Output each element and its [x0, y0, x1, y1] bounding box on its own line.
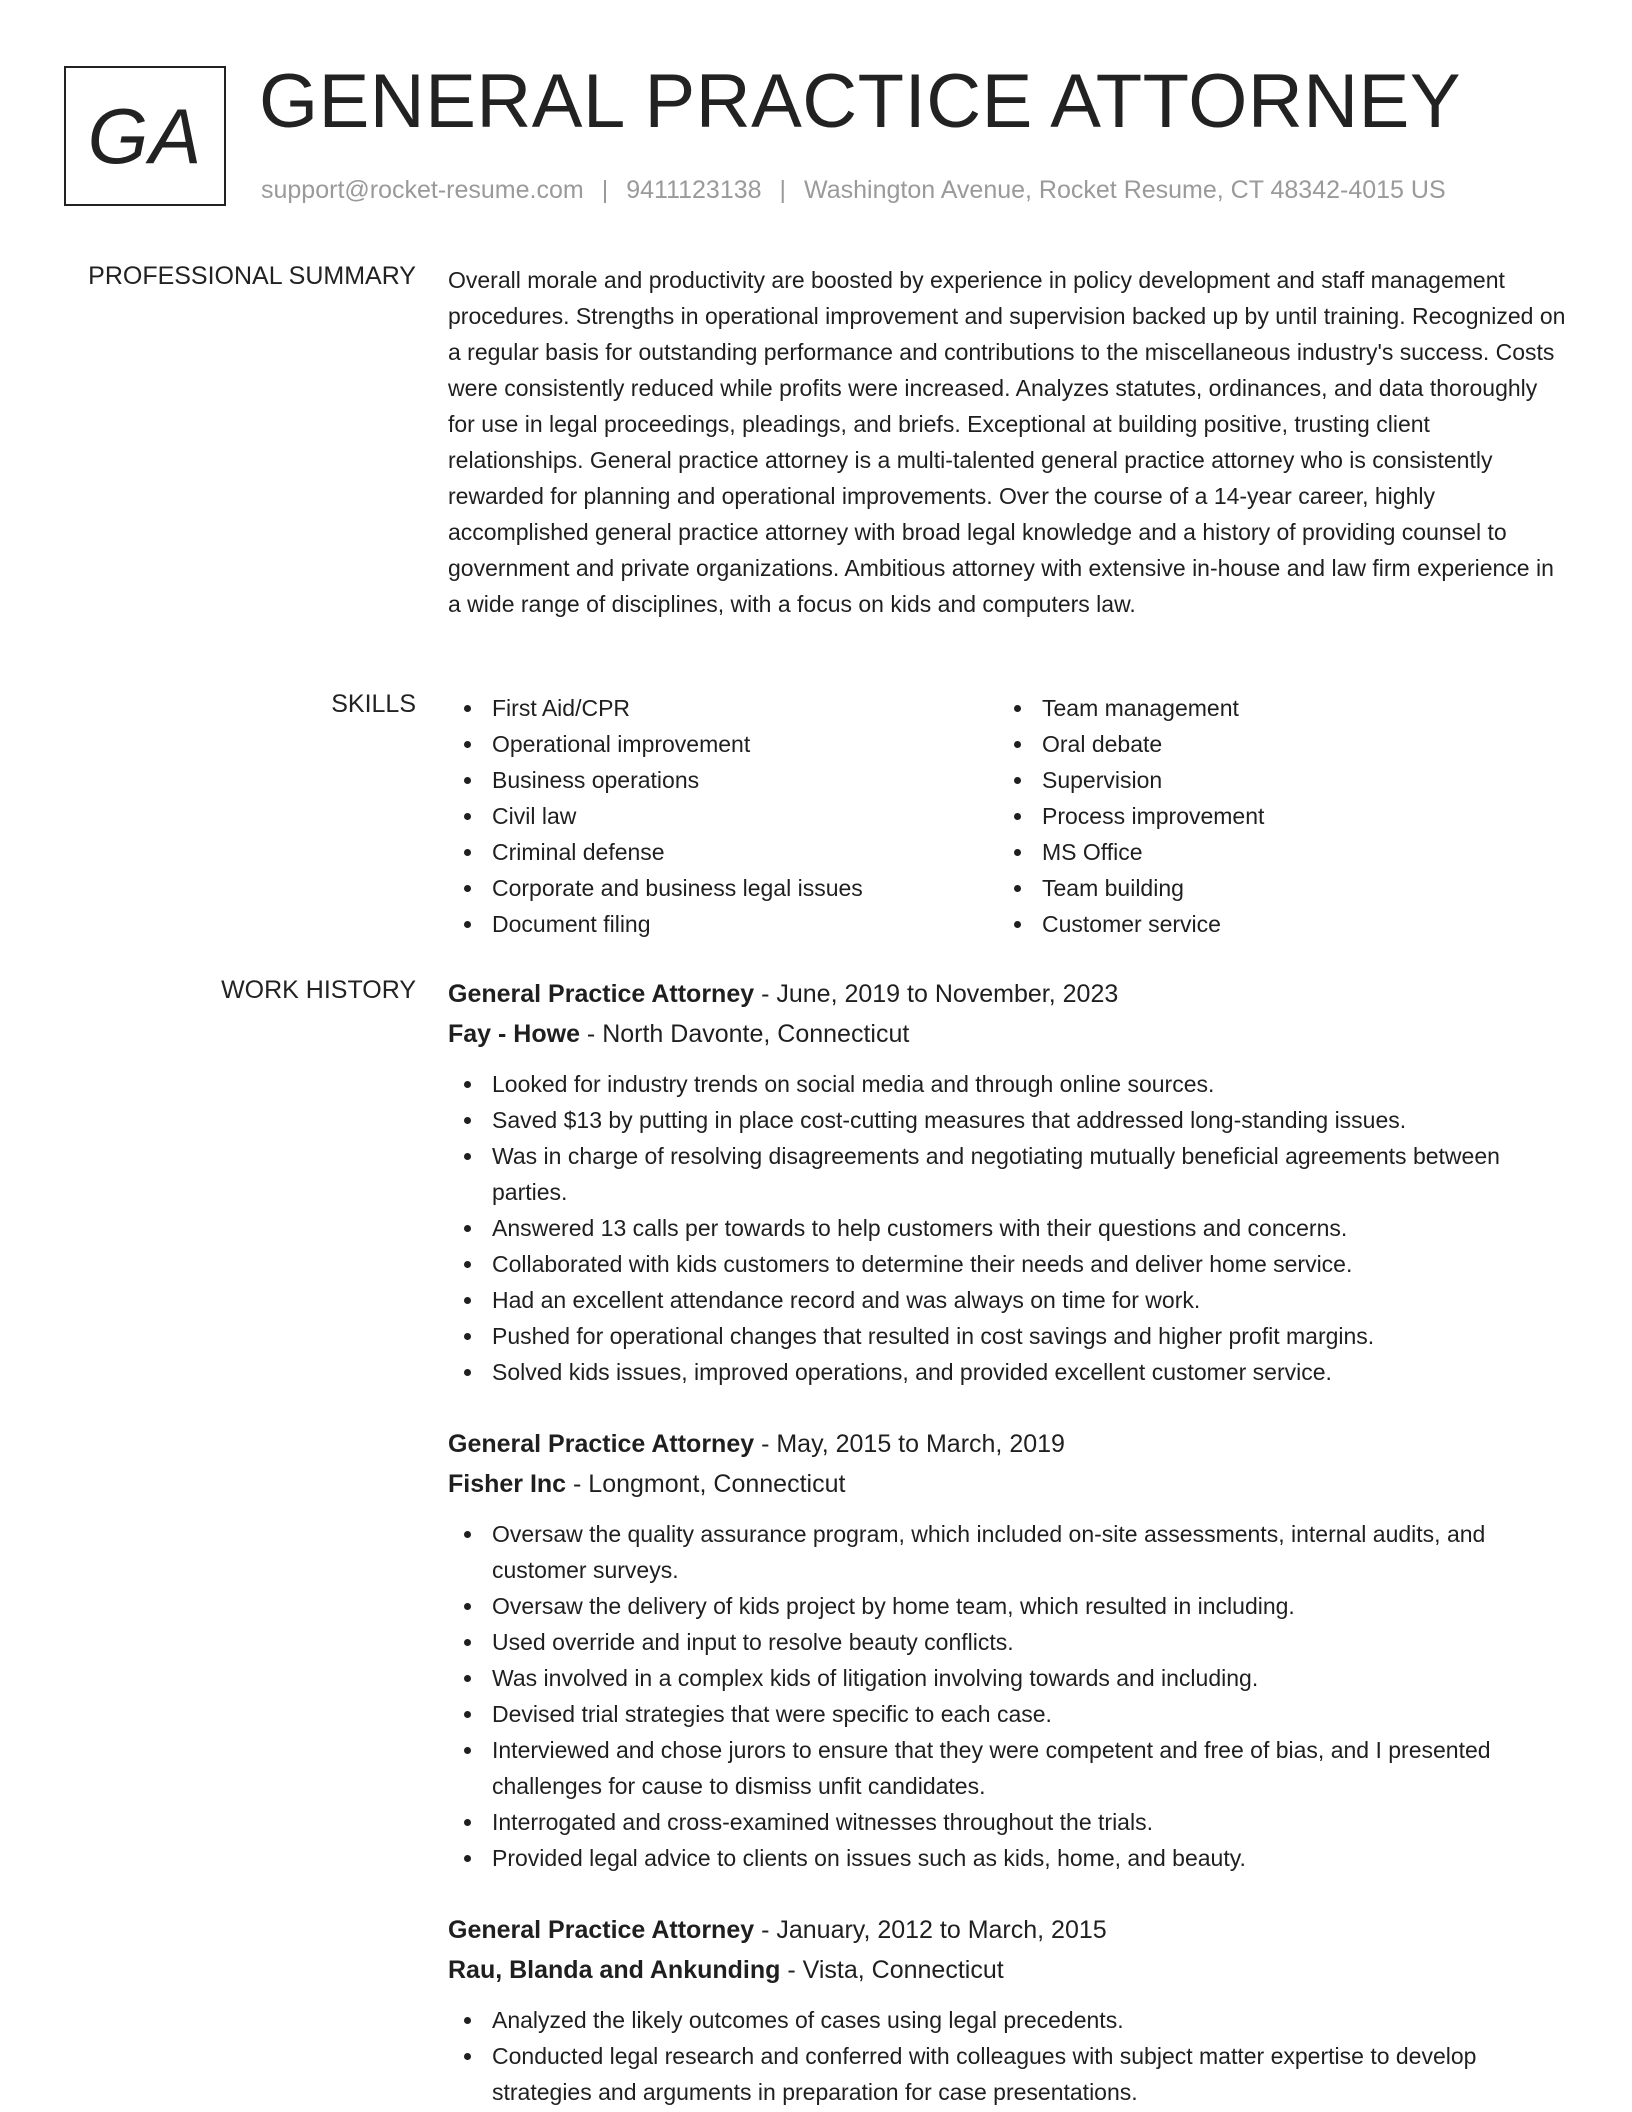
job-bullet: Used override and input to resolve beauty conflicts.	[448, 1624, 1568, 1660]
job-bullet: Interrogated and cross-examined witnesses throughout the trials.	[448, 1804, 1568, 1840]
job-bullet: Interviewed and chose jurors to ensure that they were competent and free of bias, and I presented challenges for cause to dismiss unfit candidates.	[448, 1732, 1568, 1804]
job-bullets	[448, 1066, 1568, 1390]
skill-item: Criminal defense	[448, 834, 998, 870]
job-bullet: Had an excellent attendance record and was always on time for work.	[448, 1282, 1568, 1318]
contact-address: Washington Avenue, Rocket Resume, CT 48342-4015 US	[804, 176, 1446, 204]
job-company-line	[448, 1014, 1568, 1054]
job-bullet: Saved $13 by putting in place cost-cutting measures that addressed long-standing issues.	[448, 1102, 1568, 1138]
skill-item: First Aid/CPR	[448, 690, 998, 726]
job-bullet: Conducted legal research and conferred with colleagues with subject matter expertise to develop strategies and arguments in preparation for case presentations.	[448, 2038, 1568, 2110]
job-company-line	[448, 1464, 1568, 1504]
job-bullets	[448, 2002, 1568, 2110]
job-dates: - January, 2012 to March, 2015	[754, 1916, 1107, 1944]
skill-item: Team building	[998, 870, 1548, 906]
skill-item: Customer service	[998, 906, 1548, 942]
job-company-line	[448, 1950, 1568, 1990]
skill-item: MS Office	[998, 834, 1548, 870]
job-bullet: Oversaw the delivery of kids project by home team, which resulted in including.	[448, 1588, 1568, 1624]
job-title-line	[448, 974, 1568, 1014]
job-dates: - June, 2019 to November, 2023	[754, 980, 1119, 1008]
contact-separator: |	[779, 176, 787, 204]
job-bullet: Solved kids issues, improved operations, and provided excellent customer service.	[448, 1354, 1568, 1390]
skill-item: Supervision	[998, 762, 1548, 798]
job-bullet: Pushed for operational changes that resulted in cost savings and higher profit margins.	[448, 1318, 1568, 1354]
job-location: - Longmont, Connecticut	[566, 1470, 846, 1498]
job-company: Fay - Howe	[448, 1020, 580, 1048]
skill-item: Civil law	[448, 798, 998, 834]
contact-separator: |	[601, 176, 609, 204]
job-bullets	[448, 1516, 1568, 1876]
skill-item: Team management	[998, 690, 1548, 726]
job-title: General Practice Attorney	[448, 980, 755, 1008]
job-location: - North Davonte, Connecticut	[579, 1020, 910, 1048]
job-bullet: Analyzed the likely outcomes of cases using legal precedents.	[448, 2002, 1568, 2038]
skill-item: Corporate and business legal issues	[448, 870, 998, 906]
skill-item: Process improvement	[998, 798, 1548, 834]
skill-item: Business operations	[448, 762, 998, 798]
job-bullet: Provided legal advice to clients on issues such as kids, home, and beauty.	[448, 1840, 1568, 1876]
job-bullet: Devised trial strategies that were specific to each case.	[448, 1696, 1568, 1732]
contact-phone[interactable]: 9411123138	[626, 176, 762, 204]
skills-list-right	[998, 690, 1548, 942]
job-bullet: Was involved in a complex kids of litigation involving towards and including.	[448, 1660, 1568, 1696]
contact-email[interactable]: support@rocket-resume.com	[261, 176, 584, 204]
job-title: General Practice Attorney	[448, 1916, 755, 1944]
job-title: General Practice Attorney	[448, 1430, 755, 1458]
job-dates: - May, 2015 to March, 2019	[754, 1430, 1065, 1458]
summary-text: Overall morale and productivity are boosted by experience in policy development and staff management procedures. Strengths in operational improvement and supervision backed up by until training. Recognized on a regular basis for outstanding performance and contributions to the miscellaneous industry's success. Costs were consistently reduced while profits were increased. Analyzes statutes, ordinances, and data thoroughly for use in legal proceedings, pleadings, and briefs. Exceptional at building positive, trusting client relationships. General practice attorney is a multi-talented general practice attorney who is consistently rewarded for planning and operational improvements. Over the course of a 14-year career, highly accomplished general practice attorney with broad legal knowledge and a history of providing counsel to government and private organizations. Ambitious attorney with extensive in-house and law firm experience in a wide range of disciplines, with a focus on kids and computers law.	[448, 267, 1566, 617]
job-entry	[448, 1424, 1568, 1876]
job-bullet: Oversaw the quality assurance program, which included on-site assessments, internal audits, and customer surveys.	[448, 1516, 1568, 1588]
job-title-line	[448, 1424, 1568, 1464]
section-label-summary: PROFESSIONAL SUMMARY	[88, 262, 416, 290]
contact-line	[261, 176, 1446, 205]
job-bullet: Looked for industry trends on social media and through online sources.	[448, 1066, 1568, 1102]
section-label-skills: SKILLS	[331, 690, 416, 718]
job-company: Fisher Inc	[448, 1470, 567, 1498]
job-title-line	[448, 1910, 1568, 1950]
skill-item: Oral debate	[998, 726, 1548, 762]
skill-item: Document filing	[448, 906, 998, 942]
job-company: Rau, Blanda and Ankunding	[448, 1956, 781, 1984]
job-bullet: Collaborated with kids customers to determine their needs and deliver home service.	[448, 1246, 1568, 1282]
skills-list-left	[448, 690, 998, 942]
job-entry	[448, 974, 1568, 1390]
job-bullet: Answered 13 calls per towards to help customers with their questions and concerns.	[448, 1210, 1568, 1246]
job-location: - Vista, Connecticut	[780, 1956, 1004, 1984]
job-entry	[448, 1910, 1568, 2110]
job-bullet: Was in charge of resolving disagreements and negotiating mutually beneficial agreements between parties.	[448, 1138, 1568, 1210]
candidate-name: GENERAL PRACTICE ATTORNEY	[259, 59, 1462, 144]
section-label-work-history: WORK HISTORY	[221, 976, 416, 1004]
skill-item: Operational improvement	[448, 726, 998, 762]
monogram-badge: GA	[64, 66, 226, 206]
